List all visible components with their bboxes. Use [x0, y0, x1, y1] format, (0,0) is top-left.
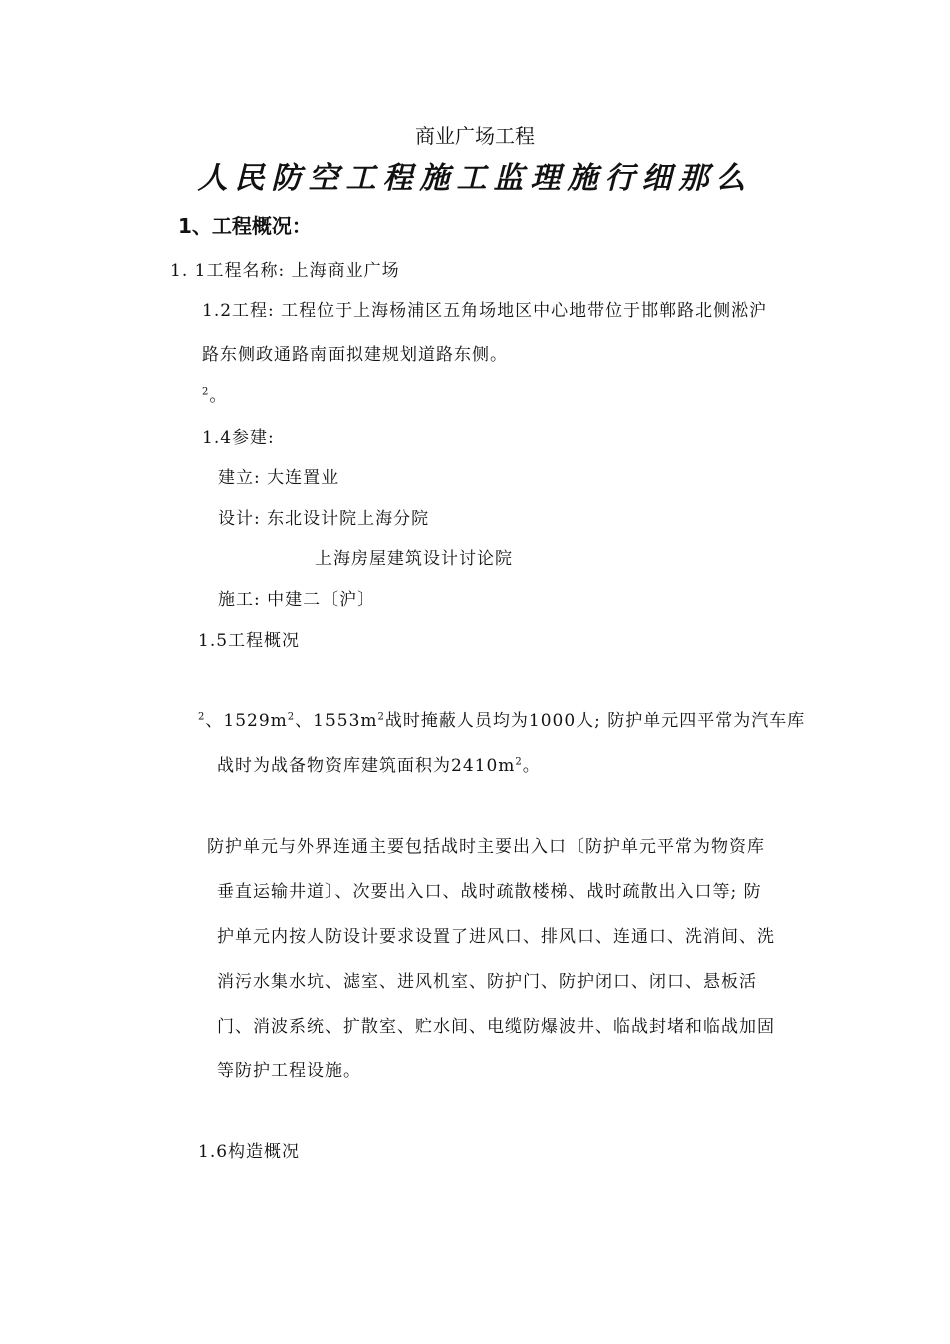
document-title: 人民防空工程施工监理施行细那么 — [197, 161, 753, 196]
item-overview-heading: 1.5工程概况 — [198, 631, 301, 651]
line2-superscript: 2 — [515, 756, 523, 768]
item-project-location-line1: 1.2工程: 工程位于上海杨浦区五角场地区中心地带位于邯郸路北侧淞沪 — [202, 301, 768, 321]
item-participants-heading: 1.4参建: — [202, 428, 275, 448]
fragment-tail: 。 — [209, 386, 228, 406]
superscript-2: 2 — [202, 386, 210, 398]
item-structure-heading: 1.6构造概况 — [198, 1142, 301, 1162]
item-project-location-line2: 路东侧政通路南面拟建规划道路东侧。 — [202, 345, 508, 365]
participant-construction: 施工: 中建二〔沪〕 — [218, 590, 376, 610]
document-subtitle: 商业广场工程 — [415, 124, 535, 148]
overview-paragraph-2-line6: 等防护工程设施。 — [217, 1061, 361, 1081]
overview-paragraph-2-line5: 门、消波系统、扩散室、贮水间、电缆防爆波井、临战封堵和临战加固 — [217, 1017, 775, 1037]
participant-designer: 设计: 东北设计院上海分院 — [218, 509, 430, 529]
area-text-a: 、1529m — [205, 711, 288, 731]
overview-paragraph-2-line3: 护单元内按人防设计要求设置了进风口、排风口、连通口、洗消间、洗 — [217, 927, 775, 947]
overview-paragraph-2-line2: 垂直运输井道〕、次要出入口、战时疏散楼梯、战时疏散出入口等; 防 — [217, 882, 762, 902]
line2-text: 战时为战备物资库建筑面积为2410m — [217, 756, 516, 776]
superscript-b: 2 — [377, 711, 385, 723]
section-heading-overview: 1、工程概况： — [178, 214, 312, 238]
item-project-name: 1. 1工程名称: 上海商业广场 — [170, 261, 400, 281]
item-area-fragment — [202, 388, 227, 405]
area-text-c: 战时掩蔽人员均为1000人; 防护单元四平常为汽车库 — [384, 711, 806, 731]
overview-paragraph-2-line4: 消污水集水坑、滤室、进风机室、防护门、防护闭口、闭口、悬板活 — [217, 972, 757, 992]
overview-paragraph-2-line1: 防护单元与外界连通主要包括战时主要出入口〔防护单元平常为物资库 — [207, 837, 765, 857]
participant-builder: 建立: 大连置业 — [218, 468, 340, 488]
overview-paragraph-1-line2 — [217, 758, 541, 775]
participant-designer-2: 上海房屋建筑设计讨论院 — [315, 549, 513, 569]
area-text-b: 、1553m — [295, 711, 378, 731]
superscript-a: 2 — [287, 711, 296, 723]
overview-paragraph-1-line1 — [198, 713, 805, 730]
superscript-lead: 2 — [198, 711, 206, 723]
line2-tail: 。 — [522, 756, 541, 776]
